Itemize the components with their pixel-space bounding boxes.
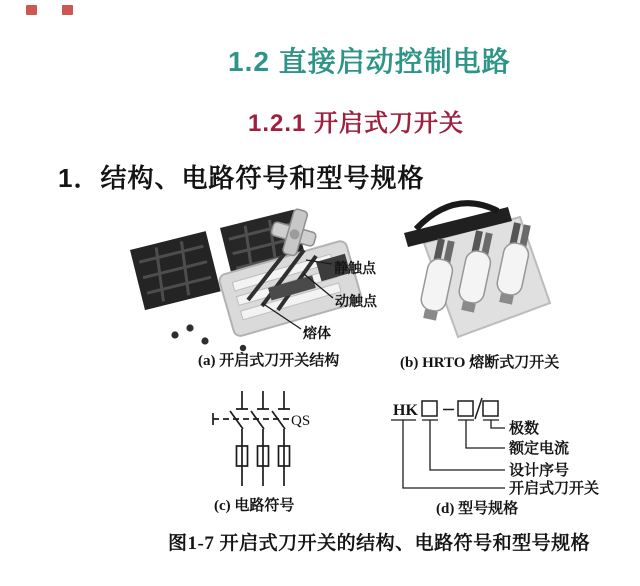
circuit-symbol-diagram (203, 388, 318, 496)
caption-panel-a: (a) 开启式刀开关结构 (198, 353, 340, 369)
device-designation: QS (291, 413, 311, 429)
caption-panel-c: (c) 电路符号 (214, 498, 295, 514)
label-static-contact: 静触点 (334, 262, 376, 277)
switch-cover-left (130, 231, 221, 310)
spec-label-design-number: 设计序号 (509, 463, 570, 479)
photo-hrto-fuse-switch (396, 195, 566, 347)
spec-label-poles: 极数 (509, 421, 540, 437)
model-spec-diagram (383, 396, 600, 498)
numbered-heading: 1．结构、电路符号和型号规格 (58, 163, 425, 193)
subsection-title: 1.2.1 开启式刀开关 (248, 110, 465, 137)
series-code: HK (393, 402, 418, 419)
figure-caption: 图1-7 开启式刀开关的结构、电路符号和型号规格 (168, 533, 591, 554)
designation-boxes (422, 398, 498, 419)
knife-switch-symbol (213, 391, 290, 486)
caption-panel-b: (b) HRTO 熔断式刀开关 (400, 355, 560, 371)
caption-panel-d: (d) 型号规格 (436, 501, 519, 517)
section-title: 1.2 直接启动控制电路 (228, 46, 511, 77)
spec-label-rated-current: 额定电流 (509, 441, 570, 457)
red-mark-icon (26, 5, 37, 15)
spec-label-switch-type: 开启式刀开关 (509, 481, 600, 497)
label-moving-contact: 动触点 (335, 295, 377, 310)
red-mark-icon (62, 5, 73, 15)
label-fuse-element: 熔体 (303, 327, 331, 342)
callout-lines (391, 420, 505, 488)
